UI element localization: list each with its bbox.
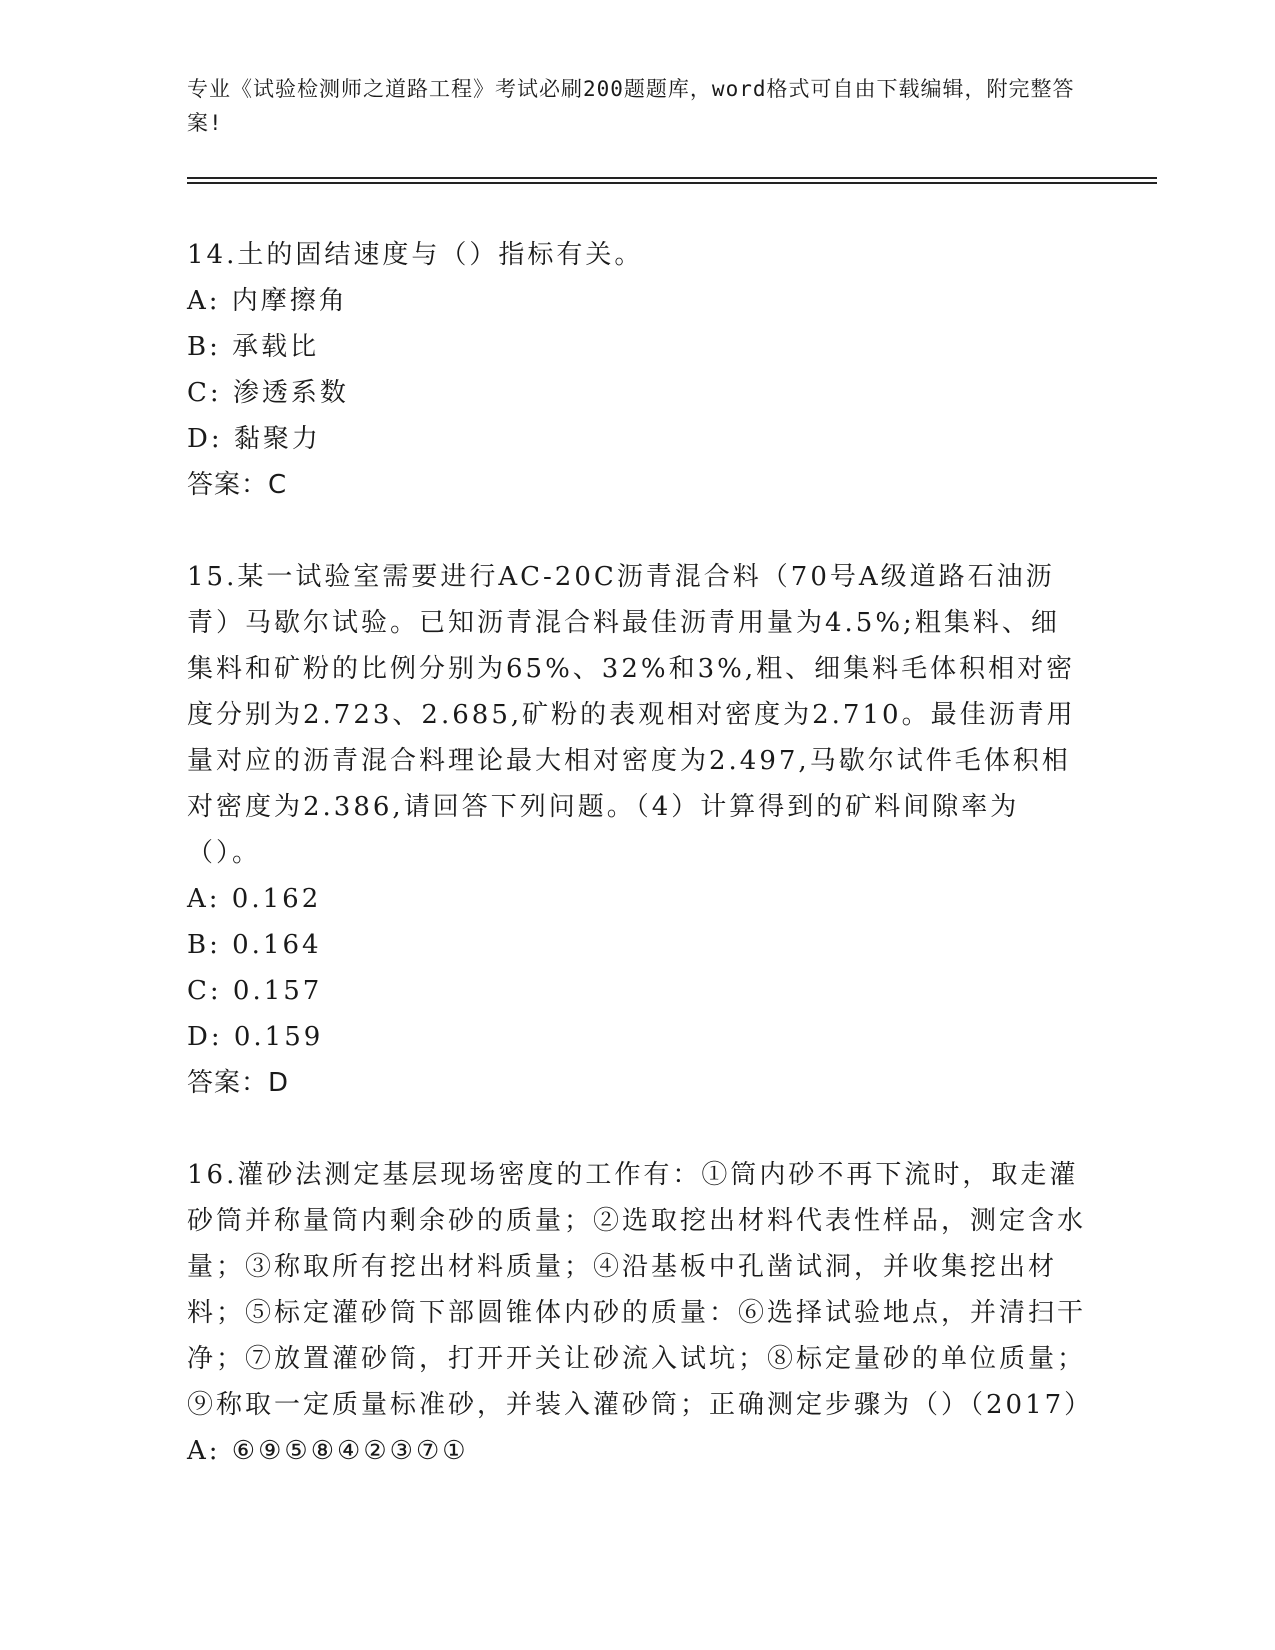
question-stem: 14.土的固结速度与（）指标有关。: [187, 240, 644, 270]
question-15: [187, 554, 1087, 1106]
question-stem: 16.灌砂法测定基层现场密度的工作有：①筒内砂不再下流时，取走灌砂筒并称量筒内剩余砂的质量；②选取挖出材料代表性样品，测定含水量；③称取所有挖出材料质量；④沿基板中孔凿试洞，并收集挖出材料；⑤标定灌砂筒下部圆锥体内砂的质量：⑥选择试验地点，并清扫干净；⑦放置灌砂筒，打开开关让砂流入试坑；⑧标定量砂的单位质量；⑨称取一定质量标准砂，并装入灌砂筒；正确测定步骤为（）（2017）: [187, 1160, 1094, 1420]
answer-label: 答案：D: [187, 1068, 290, 1098]
document-header: 专业《试验检测师之道路工程》考试必刷200题题库，word格式可自由下载编辑，附完整答案!: [187, 77, 1075, 135]
question-14: [187, 232, 1087, 508]
header-divider-bottom: [187, 182, 1157, 184]
option-c: C: 渗透系数: [187, 378, 349, 408]
question-16: [187, 1152, 1094, 1474]
option-b: B: 承载比: [187, 332, 320, 362]
question-list: [187, 232, 1094, 1520]
answer-label: 答案：C: [187, 470, 288, 500]
option-d: D: 0.159: [187, 1022, 324, 1052]
option-b: B: 0.164: [187, 930, 322, 960]
option-c: C: 0.157: [187, 976, 323, 1006]
question-stem: 15.某一试验室需要进行AC-20C沥青混合料（70号A级道路石油沥青）马歇尔试验。已知沥青混合料最佳沥青用量为4.5%;粗集料、细集料和矿粉的比例分别为65%、32%和3%,粗、细集料毛体积相对密度分别为2.723、2.685,矿粉的表观相对密度为2.710。最佳沥青用量对应的沥青混合料理论最大相对密度为2.497,马歇尔试件毛体积相对密度为2.386,请回答下列问题。（4）计算得到的矿料间隙率为（）。: [187, 562, 1076, 868]
option-a: A: 0.162: [187, 884, 322, 914]
option-d: D: 黏聚力: [187, 424, 321, 454]
header-divider-top: [187, 177, 1157, 179]
option-a: A: 内摩擦角: [187, 286, 348, 316]
option-a: A: ⑥⑨⑤⑧④②③⑦①: [187, 1436, 469, 1466]
